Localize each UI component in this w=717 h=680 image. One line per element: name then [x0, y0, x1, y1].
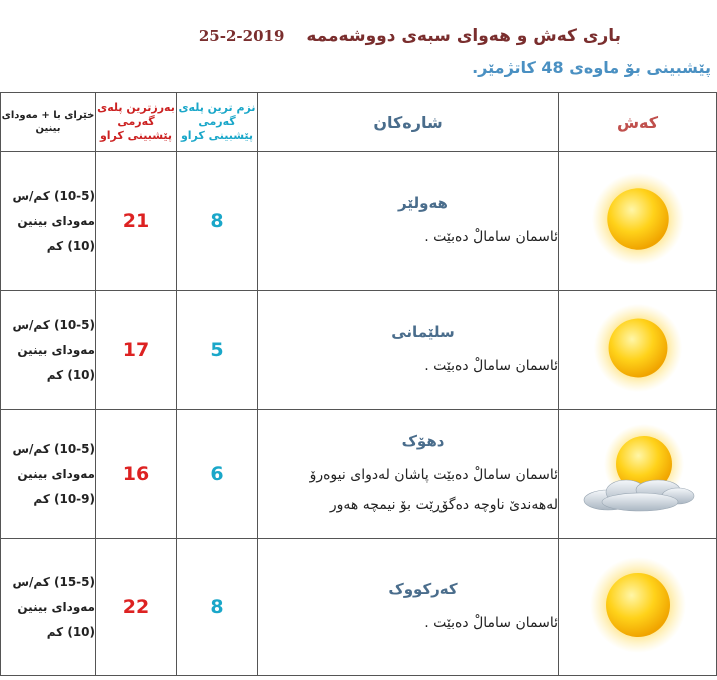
wind-speed: (15-5) کم/س: [12, 574, 95, 589]
header-wind: خێرای با + مەودای بینین: [1, 93, 96, 152]
wind-speed: (10-5) کم/س: [12, 188, 95, 203]
title-text: باری کەش و هەوای سبەی دووشەممە: [306, 26, 621, 46]
weather-description: ئاسمان سامالْ دەبێت .: [424, 229, 558, 245]
table-header-row: [1, 93, 717, 152]
min-temp: 8: [177, 539, 258, 676]
page-title: [199, 26, 621, 46]
city-name: دهۆک: [401, 432, 445, 450]
visibility-value: (10) کم: [46, 624, 95, 639]
city-cell: [258, 539, 559, 676]
forecast-date: 2019-2-25: [198, 27, 285, 45]
forecast-table: [0, 92, 717, 676]
max-temp: 16: [96, 410, 177, 539]
header-max-temp: بەرزترین پلەی گەرمی پێشبینی کراو: [96, 93, 177, 152]
sun-icon: [592, 302, 684, 394]
min-temp: 5: [177, 291, 258, 410]
min-temp: 6: [177, 410, 258, 539]
table-row: [1, 539, 717, 676]
visibility-label: مەودای بینین: [17, 342, 95, 357]
header-weather: کەش: [559, 93, 717, 152]
weather-description: ئاسمان سامالْ دەبێت پاشان لەدوای نیوەرۆ لەهەندێ ناوچە دەگۆڕێت بۆ نیمچە هەور: [309, 467, 558, 513]
visibility-label: مەودای بینین: [17, 599, 95, 614]
forecast-subtitle: پێشبینی بۆ ماوەی 48 کاتژمێر.: [472, 58, 711, 77]
visibility-value: (10-9) کم: [33, 491, 95, 506]
wind-speed: (10-5) کم/س: [12, 441, 95, 456]
city-name: کەرکووک: [388, 580, 458, 598]
city-cell: [258, 152, 559, 291]
city-cell: [258, 291, 559, 410]
weather-description: ئاسمان سامالْ دەبێت .: [424, 615, 558, 631]
wind-cell: [1, 539, 96, 676]
min-temp: 8: [177, 152, 258, 291]
wind-cell: [1, 152, 96, 291]
header-min-temp: نزم ترین پلەی گەرمی پێشبینی کراو: [177, 93, 258, 152]
sun-cloud-icon: [578, 424, 698, 520]
weather-icon-cell: [559, 410, 717, 539]
visibility-value: (10) کم: [46, 367, 95, 382]
city-cell: [258, 410, 559, 539]
table-row: [1, 291, 717, 410]
weather-description: ئاسمان سامالْ دەبێت .: [424, 358, 558, 374]
weather-icon-cell: [559, 539, 717, 676]
table-row: [1, 410, 717, 539]
visibility-value: (10) کم: [46, 238, 95, 253]
wind-cell: [1, 410, 96, 539]
weather-icon-cell: [559, 291, 717, 410]
wind-cell: [1, 291, 96, 410]
sun-icon: [588, 555, 688, 655]
city-name: سلێمانی: [391, 323, 455, 341]
header-city: شارەکان: [258, 93, 559, 152]
max-temp: 21: [96, 152, 177, 291]
visibility-label: مەودای بینین: [17, 213, 95, 228]
weather-icon-cell: [559, 152, 717, 291]
city-name: هەولێر: [398, 194, 448, 212]
visibility-label: مەودای بینین: [17, 466, 95, 481]
table-row: [1, 152, 717, 291]
sun-icon: [590, 171, 686, 267]
max-temp: 22: [96, 539, 177, 676]
max-temp: 17: [96, 291, 177, 410]
wind-speed: (10-5) کم/س: [12, 317, 95, 332]
header: [0, 0, 717, 92]
